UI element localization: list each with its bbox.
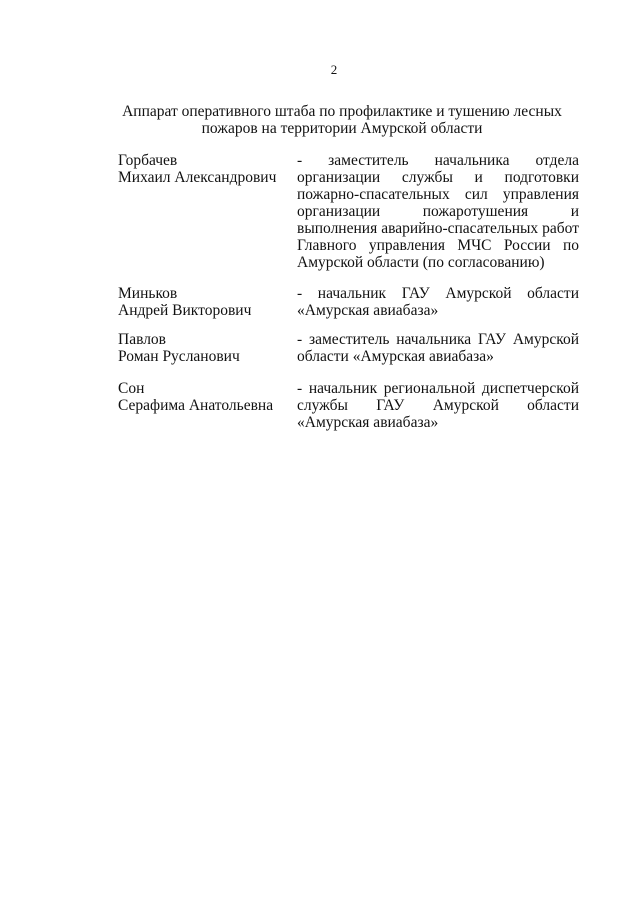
member-given-names: Серафима Анатольевна: [118, 397, 274, 414]
member-surname: Сон: [118, 380, 145, 397]
member-given-names: Андрей Викторович: [118, 302, 252, 319]
member-surname: Миньков: [118, 285, 178, 302]
member-name: [118, 152, 297, 271]
member-surname: Горбачев: [118, 152, 178, 169]
staff-member-entry: [118, 152, 580, 271]
staff-member-entry: [118, 380, 580, 431]
staff-member-entry: [118, 285, 580, 319]
member-name: [118, 380, 297, 431]
member-position: - заместитель начальника ГАУ Амурской области «Амурская авиабаза»: [297, 331, 579, 365]
member-surname: Павлов: [118, 331, 166, 348]
member-name: [118, 331, 297, 365]
page-number: 2: [330, 62, 338, 77]
member-given-names: Михаил Александрович: [118, 169, 277, 186]
document-title: Аппарат оперативного штаба по профилактике и тушению лесных пожаров на территории Амурской области: [122, 103, 562, 137]
member-position: - начальник региональной диспетчерской службы ГАУ Амурской области «Амурская авиабаза»: [297, 380, 579, 431]
staff-member-entry: [118, 331, 580, 365]
member-position: - начальник ГАУ Амурской области «Амурская авиабаза»: [297, 285, 579, 319]
member-position: - заместитель начальника отдела организации службы и подготовки пожарно-спасательных сил управления организации пожаротушения и выполнения аварийно-спасательных работ Главного управления МЧС России по Амурской области (по согласованию): [297, 152, 579, 271]
member-name: [118, 285, 297, 319]
member-given-names: Роман Русланович: [118, 348, 240, 365]
